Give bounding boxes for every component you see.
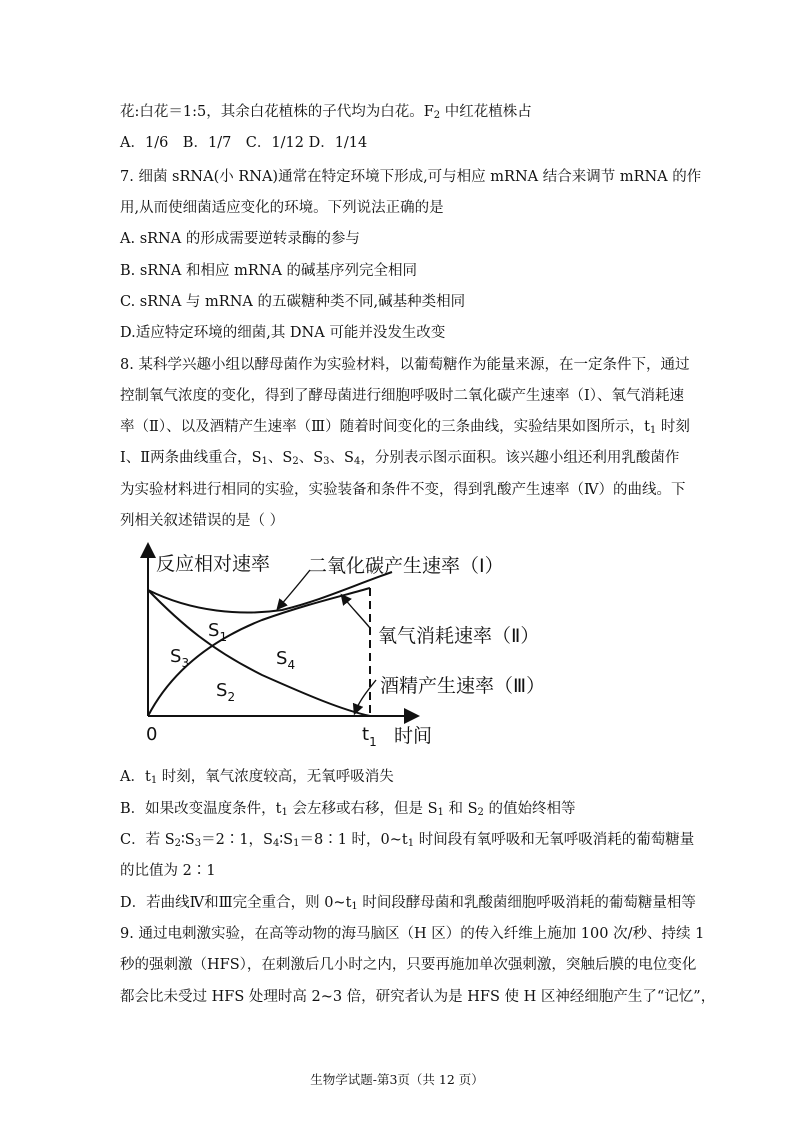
area-S1: $S_1$ <box>208 620 228 644</box>
x-axis-label: 时间 <box>394 725 433 747</box>
q9-stem-1: 9. 通过电刺激实验，在高等动物的海马脑区（H 区）的传入纤维上施加 100 次/秒、持续 1 <box>120 926 705 942</box>
origin-label: 0 <box>146 724 158 745</box>
q7-stem-2: 用,从而使细菌适应变化的环境。下列说法正确的是 <box>120 200 444 216</box>
line-1-options: A．1/6 B．1/7 C．1/12 D．1/14 <box>120 135 368 151</box>
q8-stem-2: 控制氧气浓度的变化，得到了酵母菌进行细胞呼吸时二氧化碳产生速率（Ⅰ）、氧气消耗速 <box>120 388 684 404</box>
q7-option-d: D.适应特定环境的细菌,其 DNA 可能并没发生改变 <box>120 325 446 341</box>
curve-II-label: 氧气消耗速率（Ⅱ） <box>378 625 540 647</box>
q8-stem-6: 列相关叙述错误的是（ ） <box>120 513 285 529</box>
q9-stem-3: 都会比未受过 HFS 处理时高 2~3 倍，研究者认为是 HFS 使 H 区神经细胞产生了“记忆”， <box>120 989 716 1005</box>
q8-stem-5: 为实验材料进行相同的实验，实验装备和条件不变，得到乳酸产生速率（Ⅳ）的曲线。下 <box>120 482 686 498</box>
q8-option-b: B．如果改变温度条件，$t_1$ 会左移或右移，但是 $S_1$ 和 $S_2$ 的值始终相等 <box>120 801 576 818</box>
page-footer: 生物学试题-第3页（共 12 页） <box>310 1072 484 1087</box>
leader-III <box>356 680 376 710</box>
y-axis-label: 反应相对速率 <box>156 553 271 575</box>
area-S2: $S_2$ <box>216 680 236 704</box>
curve-I-label: 二氧化碳产生速率（Ⅰ） <box>308 555 504 577</box>
leader-II <box>344 598 370 628</box>
q8-option-a: A．$t_1$ 时刻，氧气浓度较高，无氧呼吸消失 <box>120 769 394 786</box>
q7-option-a: A. sRNA 的形成需要逆转录酶的参与 <box>120 231 360 247</box>
q8-stem-3: 率（Ⅱ）、以及酒精产生速率（Ⅲ）随着时间变化的三条曲线，实验结果如图所示，$t_1$ 时刻 <box>120 419 690 436</box>
line-0: 花:白花＝1:5，其余白花植株的子代均为白花。$F_2$ 中红花植株占 <box>120 104 532 121</box>
q8-stem-1: 8. 某科学兴趣小组以酵母菌作为实验材料，以葡萄糖作为能量来源，在一定条件下，通过 <box>120 357 690 373</box>
t1-label: $t_1$ <box>362 724 377 749</box>
q7-option-c: C. sRNA 与 mRNA 的五碳糖种类不同,碱基种类相同 <box>120 294 466 310</box>
q7-option-b: B. sRNA 和相应 mRNA 的碱基序列完全相同 <box>120 263 418 279</box>
area-S4: $S_4$ <box>276 648 296 672</box>
leader-I <box>280 570 310 606</box>
curve-III-label: 酒精产生速率（Ⅲ） <box>380 675 546 697</box>
q7-stem-1: 7. 细菌 sRNA(小 RNA)通常在特定环境下形成,可与相应 mRNA 结合来调节 mRNA 的作 <box>120 169 702 185</box>
area-S3: $S_3$ <box>170 646 190 670</box>
q8-option-c: C．若 $S_2∶S_3=2∶1$，$S_4∶S_1=8∶1$ 时，$0\sim t_1$ 时间段有氧呼吸和无氧呼吸消耗的葡萄糖量 <box>120 832 695 849</box>
respiration-rate-figure <box>132 540 582 760</box>
q9-stem-2: 秒的强刺激（HFS），在刺激后几小时之内，只要再施加单次强刺激，突触后膜的电位变化 <box>120 957 697 973</box>
q8-option-c-cont: 的比值为 2∶1 <box>120 863 216 879</box>
q8-stem-4: Ⅰ、Ⅱ两条曲线重合，$S_1$、$S_2$、$S_3$、$S_4$，分别表示图示面积。该兴趣小组还利用乳酸菌作 <box>120 450 680 467</box>
q8-option-d: D．若曲线Ⅳ和Ⅲ完全重合，则 $0\sim t_1$ 时间段酵母菌和乳酸菌细胞呼吸消耗的葡萄糖量相等 <box>120 895 696 912</box>
